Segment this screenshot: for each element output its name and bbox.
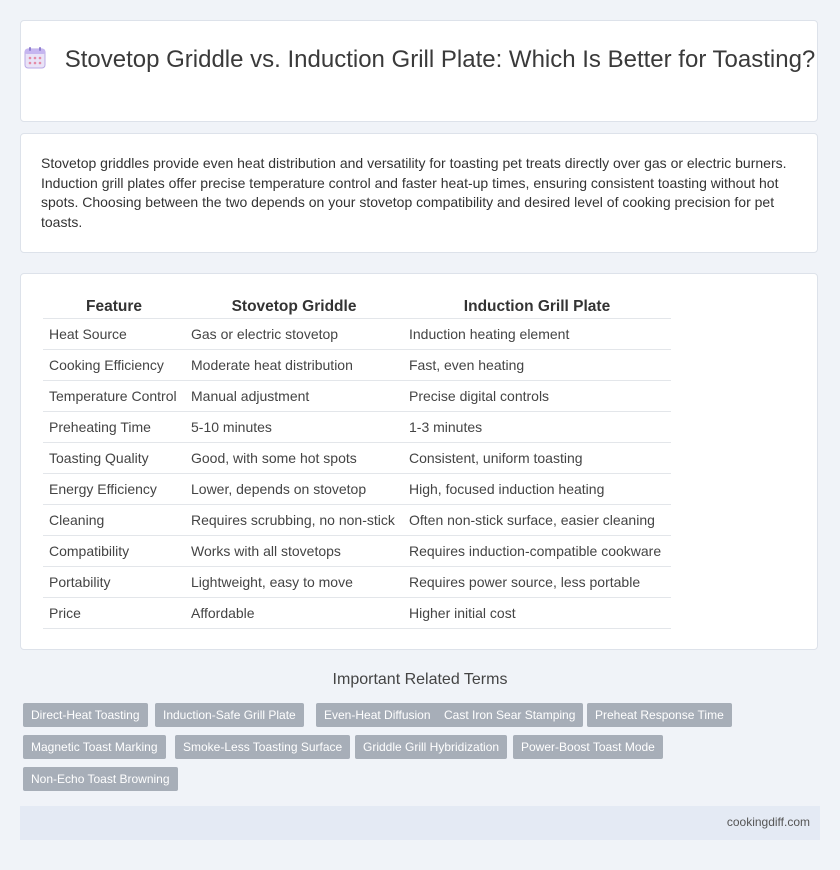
table-row xyxy=(43,350,671,381)
table-row xyxy=(43,443,671,474)
related-term-tag[interactable]: Cast Iron Sear Stamping xyxy=(436,703,583,727)
related-terms-title: Important Related Terms xyxy=(332,671,508,688)
table-cell: Higher initial cost xyxy=(403,598,671,629)
summary-card xyxy=(20,133,818,253)
table-row xyxy=(43,412,671,443)
table-cell: Induction heating element xyxy=(403,319,671,350)
table-cell: Works with all stovetops xyxy=(185,536,403,567)
table-cell: Moderate heat distribution xyxy=(185,350,403,381)
related-term-tag[interactable]: Even-Heat Diffusion xyxy=(316,703,439,727)
table-cell: Temperature Control xyxy=(43,381,185,412)
table-cell: Energy Efficiency xyxy=(43,474,185,505)
table-cell: Price xyxy=(43,598,185,629)
table-cell: Affordable xyxy=(185,598,403,629)
table-cell: Heat Source xyxy=(43,319,185,350)
title-card xyxy=(20,20,818,122)
table-cell: Requires power source, less portable xyxy=(403,567,671,598)
table-cell: 1-3 minutes xyxy=(403,412,671,443)
page-title: Stovetop Griddle vs. Induction Grill Plate: Which Is Better for Toasting? xyxy=(64,46,816,73)
table-cell: Lightweight, easy to move xyxy=(185,567,403,598)
footer xyxy=(20,806,820,840)
related-term-tag[interactable]: Smoke-Less Toasting Surface xyxy=(175,735,350,759)
table-row xyxy=(43,505,671,536)
table-cell: Manual adjustment xyxy=(185,381,403,412)
table-cell: Often non-stick surface, easier cleaning xyxy=(403,505,671,536)
table-cell: Lower, depends on stovetop xyxy=(185,474,403,505)
table-cell: 5-10 minutes xyxy=(185,412,403,443)
table-cell: Consistent, uniform toasting xyxy=(403,443,671,474)
related-term-tag[interactable]: Magnetic Toast Marking xyxy=(23,735,166,759)
table-header-row xyxy=(43,296,671,319)
table-cell: Cleaning xyxy=(43,505,185,536)
related-term-tag[interactable]: Induction-Safe Grill Plate xyxy=(155,703,304,727)
header-feature: Feature xyxy=(43,296,185,319)
table-cell: Fast, even heating xyxy=(403,350,671,381)
summary-text: Stovetop griddles provide even heat distribution and versatility for toasting pet treats directly over gas or electric burners. Induction grill plates offer precise temperature control and faster heat-up times, ensuring consistent toasting without hot spots. Choosing between the two depends on your stovetop compatibility and desired level of cooking precision for pet toasts. xyxy=(41,155,787,230)
related-term-tag[interactable]: Direct-Heat Toasting xyxy=(23,703,148,727)
related-term-tag[interactable]: Preheat Response Time xyxy=(587,703,732,727)
table-row xyxy=(43,381,671,412)
header-stovetop-griddle: Stovetop Griddle xyxy=(185,296,403,319)
table-row xyxy=(43,319,671,350)
related-term-tag[interactable]: Power-Boost Toast Mode xyxy=(513,735,663,759)
table-cell: High, focused induction heating xyxy=(403,474,671,505)
footer-site[interactable]: cookingdiff.com xyxy=(726,815,810,829)
related-term-tag[interactable]: Griddle Grill Hybridization xyxy=(355,735,507,759)
table-cell: Good, with some hot spots xyxy=(185,443,403,474)
related-term-tag[interactable]: Non-Echo Toast Browning xyxy=(23,767,178,791)
calendar-icon xyxy=(23,46,47,70)
table-row xyxy=(43,536,671,567)
table-cell: Requires induction-compatible cookware xyxy=(403,536,671,567)
comparison-card xyxy=(20,273,818,650)
table-row xyxy=(43,598,671,629)
table-cell: Toasting Quality xyxy=(43,443,185,474)
table-cell: Gas or electric stovetop xyxy=(185,319,403,350)
table-cell: Cooking Efficiency xyxy=(43,350,185,381)
page-title-row xyxy=(21,45,817,74)
comparison-table xyxy=(43,296,671,629)
table-cell: Preheating Time xyxy=(43,412,185,443)
table-row xyxy=(43,474,671,505)
table-cell: Precise digital controls xyxy=(403,381,671,412)
table-cell: Requires scrubbing, no non-stick xyxy=(185,505,403,536)
table-cell: Portability xyxy=(43,567,185,598)
table-row xyxy=(43,567,671,598)
header-induction-grill-plate: Induction Grill Plate xyxy=(403,296,671,319)
table-cell: Compatibility xyxy=(43,536,185,567)
